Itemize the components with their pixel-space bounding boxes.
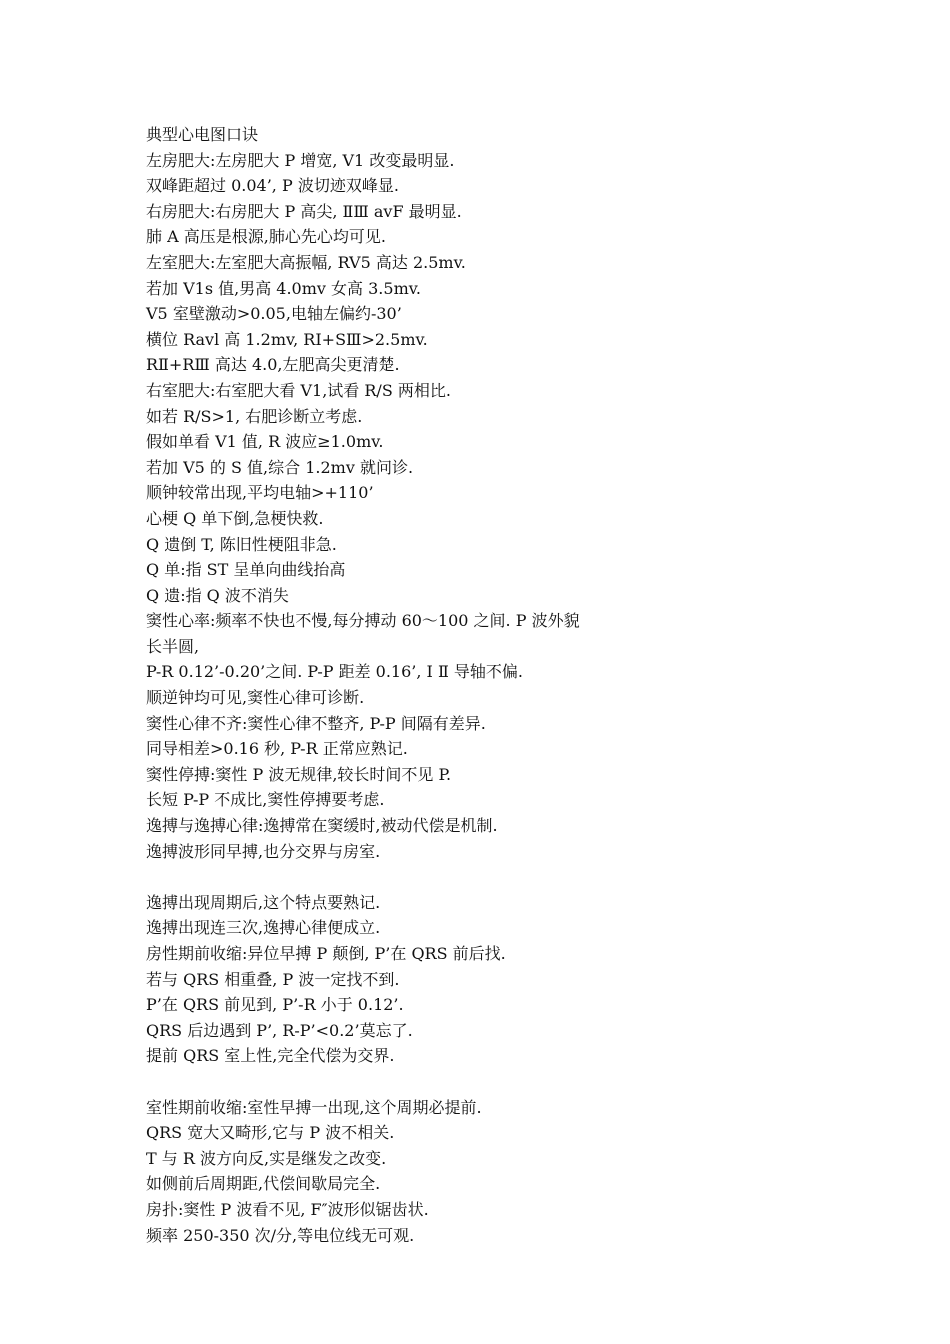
blank-line	[146, 1069, 866, 1095]
text-line: Q 遗倒 T, 陈旧性梗阻非急.	[146, 534, 337, 554]
text-line: T 与 R 波方向反,实是继发之改变.	[146, 1148, 387, 1168]
text-line: 同导相差>0.16 秒, P-R 正常应熟记.	[146, 739, 408, 759]
text-line: QRS 宽大又畸形,它与 P 波不相关.	[146, 1123, 395, 1143]
text-line: RⅡ+RⅢ 高达 4.0,左肥高尖更清楚.	[146, 355, 400, 375]
text-line: 长短 P-P 不成比,窦性停搏要考虑.	[146, 790, 385, 810]
text-line: 逸搏出现周期后,这个特点要熟记.	[146, 892, 381, 912]
text-line: QRS 后边遇到 P’, R-P’<0.2’莫忘了.	[146, 1020, 413, 1040]
text-line: 肺 A 高压是根源,肺心先心均可见.	[146, 227, 386, 247]
text-line: 若加 V5 的 S 值,综合 1.2mv 就问诊.	[146, 457, 414, 477]
text-line: Q 遗:指 Q 波不消失	[146, 585, 289, 605]
document-title: 典型心电图口诀	[146, 125, 259, 144]
text-line: 房性期前收缩:异位早搏 P 颠倒, P’在 QRS 前后找.	[146, 944, 506, 963]
text-line: P-R 0.12’-0.20’之间. P-P 距差 0.16’, Ⅰ Ⅱ 导轴不偏.	[146, 662, 524, 682]
text-line: 若加 V1s 值,男高 4.0mv 女高 3.5mv.	[146, 278, 421, 298]
text-line: 若与 QRS 相重叠, P 波一定找不到.	[146, 969, 400, 989]
text-line: 右房肥大:右房肥大 P 高尖, ⅡⅢ avF 最明显.	[146, 201, 462, 221]
text-line: 窦性心律不齐:窦性心律不整齐, P-P 间隔有差异.	[146, 713, 486, 733]
text-line: 如侧前后周期距,代偿间歇局完全.	[146, 1174, 381, 1194]
text-line: 左房肥大:左房肥大 P 增宽, V1 改变最明显.	[146, 150, 455, 170]
text-line: Q 单:指 ST 呈单向曲线抬高	[146, 560, 346, 580]
text-line: 逸搏出现连三次,逸搏心律便成立.	[146, 918, 381, 938]
text-line: 双峰距超过 0.04’, P 波切迹双峰显.	[146, 176, 399, 196]
document-body	[146, 122, 866, 1248]
text-line: 窦性停搏:窦性 P 波无规律,较长时间不见 P.	[146, 764, 452, 784]
text-line: 逸搏波形同早搏,也分交界与房室.	[146, 841, 381, 861]
text-line: 提前 QRS 室上性,完全代偿为交界.	[146, 1046, 395, 1066]
text-line: 左室肥大:左室肥大高振幅, RV5 高达 2.5mv.	[146, 252, 466, 272]
text-line: 长半圆,	[146, 636, 200, 656]
text-line: 顺钟较常出现,平均电轴>+110’	[146, 483, 374, 503]
text-line: 右室肥大:右室肥大看 V1,试看 R/S 两相比.	[146, 380, 451, 400]
text-line: 心梗 Q 单下倒,急梗快救.	[146, 508, 324, 528]
blank-line	[146, 864, 866, 890]
text-line: 室性期前收缩:室性早搏一出现,这个周期必提前.	[146, 1097, 482, 1117]
text-line: 频率 250-350 次/分,等电位线无可观.	[146, 1225, 415, 1245]
text-line: 如若 R/S>1, 右肥诊断立考虑.	[146, 406, 363, 426]
text-line: 顺逆钟均可见,窦性心律可诊断.	[146, 688, 365, 708]
text-line: 假如单看 V1 值, R 波应≥1.0mv.	[146, 432, 384, 452]
text-line: P’在 QRS 前见到, P’-R 小于 0.12’.	[146, 995, 404, 1015]
text-line: 窦性心率:频率不快也不慢,每分搏动 60～100 之间. P 波外貌	[146, 611, 580, 631]
text-line: 横位 Ravl 高 1.2mv, RⅠ+SⅢ>2.5mv.	[146, 329, 428, 349]
text-line: V5 室壁激动>0.05,电轴左偏约-30’	[146, 304, 402, 324]
text-line: 房扑:窦性 P 波看不见, F″波形似锯齿状.	[146, 1199, 429, 1219]
text-line: 逸搏与逸搏心律:逸搏常在窦缓时,被动代偿是机制.	[146, 816, 498, 836]
